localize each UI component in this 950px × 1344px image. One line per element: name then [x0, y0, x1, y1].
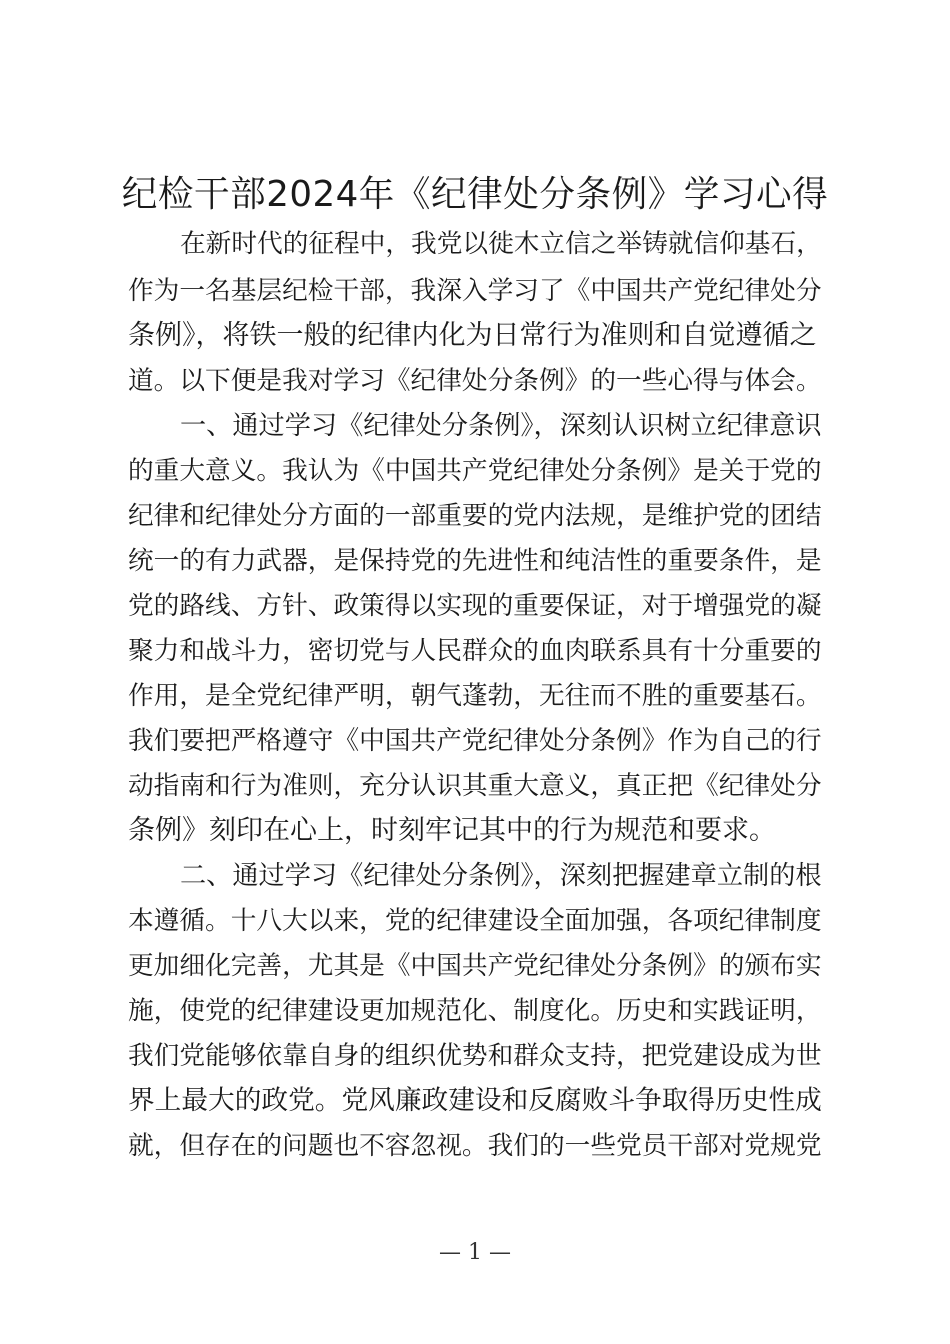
body-line: 纪律和纪律处分方面的一部重要的党内法规，是维护党的团结: [128, 501, 822, 531]
body-line: 作用，是全党纪律严明，朝气蓬勃，无往而不胜的重要基石。: [128, 681, 822, 711]
body-line: 我们要把严格遵守《中国共产党纪律处分条例》作为自己的行: [128, 726, 822, 756]
body-line: 党的路线、方针、政策得以实现的重要保证，对于增强党的凝: [128, 591, 822, 621]
body-line: 作为一名基层纪检干部，我深入学习了《中国共产党纪律处分: [128, 276, 822, 306]
body-line: 就，但存在的问题也不容忽视。我们的一些党员干部对党规党: [128, 1131, 822, 1161]
section-heading-line: 一、通过学习《纪律处分条例》，深刻认识树立纪律意识: [180, 411, 822, 441]
body-line: 更加细化完善，尤其是《中国共产党纪律处分条例》的颁布实: [128, 951, 822, 981]
body-line: 聚力和战斗力，密切党与人民群众的血肉联系具有十分重要的: [128, 636, 822, 666]
body-line: 道。以下便是我对学习《纪律处分条例》的一些心得与体会。: [128, 366, 822, 396]
body-line: 我们党能够依靠自身的组织优势和群众支持，把党建设成为世: [128, 1041, 822, 1071]
body-line: 统一的有力武器，是保持党的先进性和纯洁性的重要条件，是: [128, 546, 822, 576]
body-line: 的重大意义。我认为《中国共产党纪律处分条例》是关于党的: [128, 456, 822, 486]
page-number: — 1 —: [439, 1240, 511, 1265]
body-line: 在新时代的征程中，我党以徙木立信之举铸就信仰基石，: [180, 229, 822, 259]
body-line: 条例》，将铁一般的纪律内化为日常行为准则和自觉遵循之: [128, 320, 817, 351]
body-line: 动指南和行为准则，充分认识其重大意义，真正把《纪律处分: [128, 771, 822, 801]
body-line: 条例》刻印在心上，时刻牢记其中的行为规范和要求。: [128, 815, 776, 846]
body-line: 界上最大的政党。党风廉政建设和反腐败斗争取得历史性成: [128, 1085, 822, 1116]
section-heading-line: 二、通过学习《纪律处分条例》，深刻把握建章立制的根: [180, 861, 822, 891]
document-title: 纪检干部2024年《纪律处分条例》学习心得: [121, 174, 829, 215]
body-line: 施，使党的纪律建设更加规范化、制度化。历史和实践证明，: [128, 996, 822, 1026]
body-line: 本遵循。十八大以来，党的纪律建设全面加强，各项纪律制度: [128, 906, 822, 936]
